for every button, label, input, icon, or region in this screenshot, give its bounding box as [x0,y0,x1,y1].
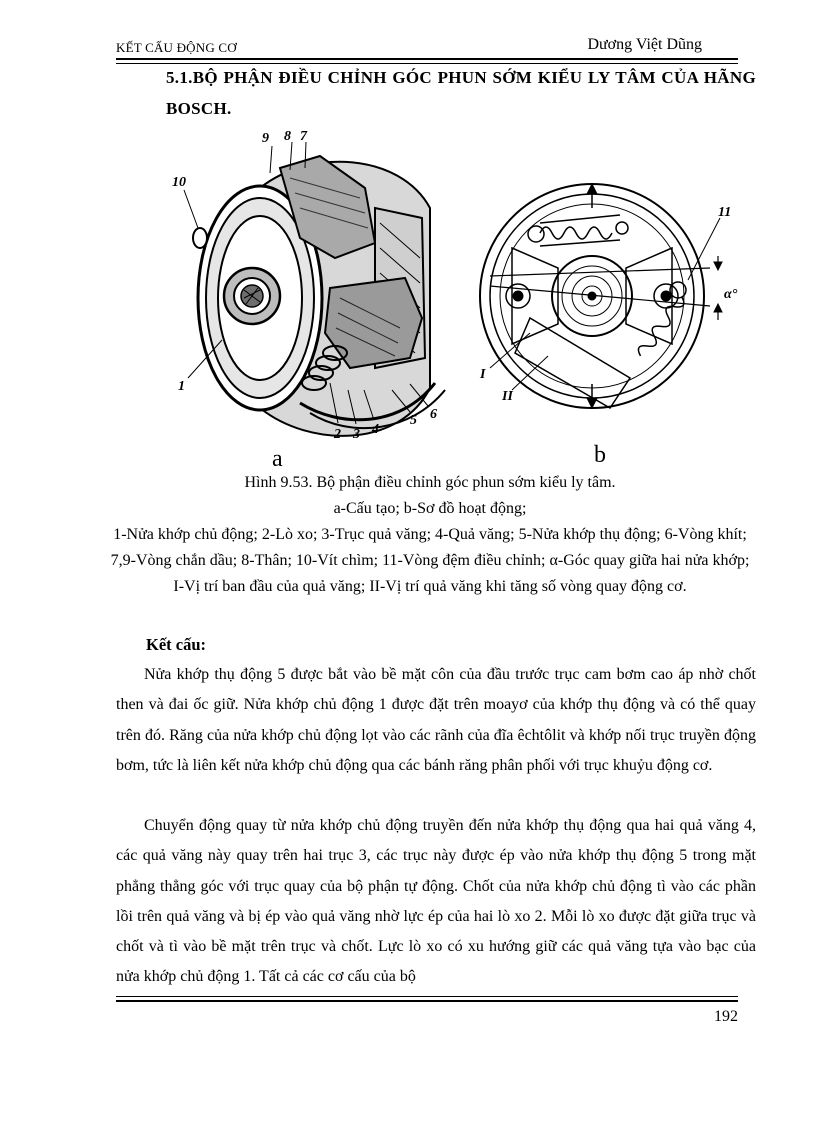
callout-11: 11 [718,205,732,220]
callout-I: I [480,367,486,382]
callout-4: 4 [372,422,379,437]
figure-label-b: b [594,442,606,468]
drawing-b-schematic [480,184,722,408]
callout-10: 10 [172,175,186,190]
page-header [116,36,738,58]
callout-7: 7 [300,129,307,144]
body-paragraph-1: Nửa khớp thụ động 5 được bắt vào bề mặt côn của đầu trước trục cam bơm cao áp nhờ chốt then và đai ốc giữ. Nửa khớp chủ động 1 được đặt trên moayơ của khớp thụ động và có thể quay trên đó. Răng của nửa khớp chủ động lọt vào các rãnh của đĩa êchtôlit và khớp nối trục truyền động bơm, tức là liên kết nửa khớp chủ động qua các bánh răng phân phối với trục khuỷu động cơ. [116,666,756,774]
caption-subtitle: a-Cấu tạo; b-Sơ đồ hoạt động; [333,500,527,517]
caption-legend: 1-Nửa khớp chủ động; 2-Lò xo; 3-Trục quả văng; 4-Quả văng; 5-Nửa khớp thụ động; 6-Vòng khít; 7,9-Vòng chắn dầu; 8-Thân; 10-Vít chìm; 11-Vòng đệm điều chỉnh; α-Góc quay giữa hai nửa khớp; I-Vị trí ban đầu của quả văng; II-Vị trí quả văng khi tăng số vòng quay động cơ. [110,526,750,595]
figure-label-a: a [272,446,283,472]
header-section-title: KẾT CẤU ĐỘNG CƠ [116,40,237,55]
callout-9: 9 [262,131,269,146]
figure-9-53 [160,128,760,473]
callout-1: 1 [178,379,185,394]
footer-rule-thin [116,996,738,997]
section-title: 5.1.BỘ PHẬN ĐIỀU CHỈNH GÓC PHUN SỚM KIỂU LY TÂM CỦA HÃNG BOSCH. [166,68,756,118]
drawing-a-cutaway [184,142,445,436]
callout-3: 3 [353,427,360,442]
body-paragraph-2: Chuyển động quay từ nửa khớp chủ động truyền đến nửa khớp thụ động qua hai quả văng 4, các quả văng này quay trên hai trục 3, các trục này được ép vào nửa khớp thụ động 5 trong mặt phẳng thẳng góc với trục quay của bộ phận tự động. Chốt của nửa khớp chủ động tì vào các phần lồi trên quả văng và bị ép vào quả văng nhờ lực ép của hai lò xo 2. Mỗi lò xo được đặt giữa trục và chốt và tì vào bề mặt trên trục và chốt. Lực lò xo có xu hướng giữ các quả văng tựa vào bạc của nửa khớp chủ động 1. Tất cả các cơ cấu của bộ [116,817,756,986]
page-number: 192 [714,1008,738,1025]
callout-2: 2 [334,427,341,442]
figure-illustration [160,128,760,473]
callout-8: 8 [284,129,291,144]
callout-6: 6 [430,407,437,422]
header-rule-thick [116,58,738,60]
callout-alpha: α° [724,287,738,302]
footer-rule-thick [116,1000,738,1002]
callout-II: II [502,389,513,404]
figure-caption [110,470,750,600]
caption-title: Hình 9.53. Bộ phận điều chỉnh góc phun sớm kiểu ly tâm. [244,474,616,491]
header-author: Dương Việt Dũng [587,36,702,53]
structure-heading: Kết cấu: [146,635,207,654]
callout-5: 5 [410,413,417,428]
